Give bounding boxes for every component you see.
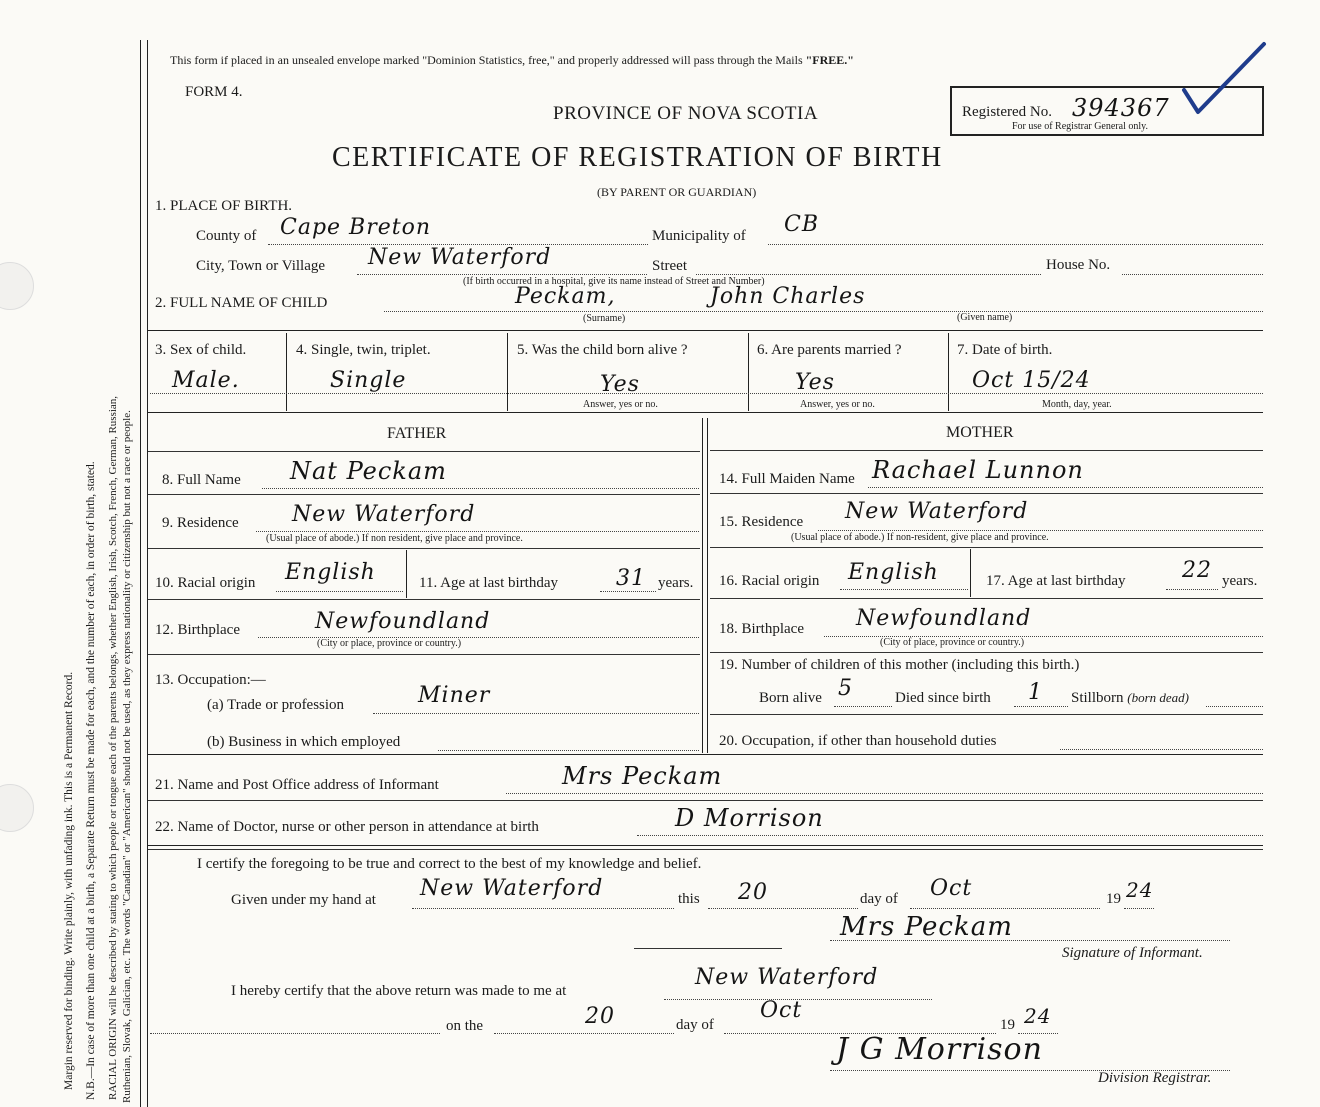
father-age-label: 11. Age at last birthday xyxy=(419,575,558,591)
father-birthplace-label: 12. Birthplace xyxy=(155,622,240,638)
child-given-value: John Charles xyxy=(710,284,866,309)
registered-day-value: 20 xyxy=(585,1004,615,1029)
father-heading: FATHER xyxy=(387,425,447,442)
house-no-label: House No. xyxy=(1046,257,1111,273)
informant-value: Mrs Peckam xyxy=(562,762,723,790)
died-since-birth-value: 1 xyxy=(1028,680,1043,705)
margin-note-nb: N.B.—In case of more than one child at a birth, a Separate Return must be made for each, and the number of each, in order of birth, stated. xyxy=(85,461,97,1100)
registrar-caption: Division Registrar. xyxy=(1098,1070,1212,1086)
mother-name-label: 14. Full Maiden Name xyxy=(719,471,855,487)
county-label: County of xyxy=(196,228,257,244)
child-surname-value: Peckam, xyxy=(515,284,616,309)
informant-signature: Mrs Peckam xyxy=(840,912,1013,942)
father-residence-caption: (Usual place of abode.) If non resident, give place and province. xyxy=(266,533,523,544)
given-day-value: 20 xyxy=(738,880,768,905)
mother-children-label: 19. Number of children of this mother (including this birth.) xyxy=(719,657,1080,673)
father-occupation-label: 13. Occupation:— xyxy=(155,672,266,688)
stillborn-label: Stillborn (born dead) xyxy=(1071,690,1190,706)
margin-note-binding: Margin reserved for binding. Write plainly, with unfading ink. This is a Permanent Record. xyxy=(63,671,75,1090)
mother-residence-label: 15. Residence xyxy=(719,514,804,530)
left-border xyxy=(140,40,141,1107)
year-prefix: 19 xyxy=(1106,891,1121,907)
father-racial-label: 10. Racial origin xyxy=(155,575,256,591)
registered-month-value: Oct xyxy=(760,998,803,1023)
mother-residence-caption: (Usual place of abode.) If non-resident, give place and province. xyxy=(791,532,1049,543)
parents-married-caption: Answer, yes or no. xyxy=(800,399,875,410)
doctor-value: D Morrison xyxy=(675,804,824,832)
mail-notice: This form if placed in an unsealed envelope marked "Dominion Statistics, free," and properly addressed will pass through the Mails "FREE." xyxy=(170,53,854,67)
father-birthplace-value: Newfoundland xyxy=(315,609,491,634)
margin-note-racial-2: Ruthenian, Slovak, Galician, etc. The words "Canadian" or "American" should not be used, as they express nationality or citizenship but not a race or people. xyxy=(121,410,133,1103)
mother-heading: MOTHER xyxy=(946,424,1014,441)
father-business-label: (b) Business in which employed xyxy=(207,734,401,750)
single-twin-label: 4. Single, twin, triplet. xyxy=(296,342,431,358)
registered-label: Registered No. xyxy=(962,104,1052,120)
born-alive-caption: Answer, yes or no. xyxy=(583,399,658,410)
father-trade-label: (a) Trade or profession xyxy=(207,697,345,713)
father-age-value: 31 xyxy=(616,566,646,591)
mother-age-value: 22 xyxy=(1182,558,1212,583)
parents-married-answer: Yes xyxy=(795,370,835,395)
punch-hole-bottom xyxy=(0,784,34,832)
surname-caption: (Surname) xyxy=(583,313,626,324)
form-number: FORM 4. xyxy=(185,84,243,100)
mother-age-label: 17. Age at last birthday xyxy=(986,573,1126,589)
informant-signature-caption: Signature of Informant. xyxy=(1062,945,1203,961)
registrar-signature: J G Morrison xyxy=(836,1032,1043,1067)
county-value: Cape Breton xyxy=(280,215,432,240)
day-of-label: day of xyxy=(860,891,898,907)
given-under-hand-label: Given under my hand at xyxy=(231,892,376,908)
registered-year-value: 24 xyxy=(1024,1004,1052,1028)
year-prefix-2: 19 xyxy=(1000,1017,1015,1033)
province-heading: PROVINCE OF NOVA SCOTIA xyxy=(553,103,819,124)
certificate-subtitle: (BY PARENT OR GUARDIAN) xyxy=(597,185,757,199)
father-name-label: 8. Full Name xyxy=(162,472,241,488)
doctor-label: 22. Name of Doctor, nurse or other person in attendance at birth xyxy=(155,819,539,835)
mother-birthplace-caption: (City of place, province or country.) xyxy=(880,637,1025,648)
given-caption: (Given name) xyxy=(957,312,1013,323)
hereby-place-value: New Waterford xyxy=(695,965,879,990)
born-alive-count-value: 5 xyxy=(838,676,853,701)
father-residence-label: 9. Residence xyxy=(162,515,239,531)
date-of-birth-label: 7. Date of birth. xyxy=(957,342,1053,358)
date-of-birth-value: Oct 15/24 xyxy=(972,368,1091,393)
died-since-birth-label: Died since birth xyxy=(895,690,991,706)
father-residence-value: New Waterford xyxy=(292,502,476,527)
given-place-value: New Waterford xyxy=(420,876,604,901)
mother-racial-value: English xyxy=(848,560,939,585)
hospital-note: (If birth occurred in a hospital, give its name instead of Street and Number) xyxy=(463,276,765,287)
mother-age-unit: years. xyxy=(1222,573,1258,589)
this-label: this xyxy=(678,891,700,907)
certificate-title: CERTIFICATE OF REGISTRATION OF BIRTH xyxy=(332,142,943,173)
mother-racial-label: 16. Racial origin xyxy=(719,573,820,589)
born-alive-question-label: 5. Was the child born alive ? xyxy=(517,342,688,358)
father-racial-value: English xyxy=(285,560,376,585)
day-of-label-2: day of xyxy=(676,1017,714,1033)
municipality-label: Municipality of xyxy=(652,228,746,244)
registered-value: 394367 xyxy=(1072,94,1170,122)
registrar-note: For use of Registrar General only. xyxy=(1012,121,1148,132)
informant-label: 21. Name and Post Office address of Informant xyxy=(155,777,439,793)
mother-residence-value: New Waterford xyxy=(845,499,1029,524)
father-name-value: Nat Peckam xyxy=(290,457,447,485)
mother-occupation-label: 20. Occupation, if other than household duties xyxy=(719,733,997,749)
father-trade-value: Miner xyxy=(418,683,491,708)
single-twin-value: Single xyxy=(330,368,407,393)
given-month-value: Oct xyxy=(930,876,973,901)
street-label: Street xyxy=(652,258,687,274)
punch-hole-top xyxy=(0,262,34,310)
mother-name-value: Rachael Lunnon xyxy=(872,456,1084,484)
date-of-birth-caption: Month, day, year. xyxy=(1042,399,1112,410)
born-alive-answer: Yes xyxy=(600,372,640,397)
certify-statement: I certify the foregoing to be true and correct to the best of my knowledge and belief. xyxy=(197,856,702,872)
city-value: New Waterford xyxy=(368,245,552,270)
sex-label: 3. Sex of child. xyxy=(155,342,247,358)
place-of-birth-label: 1. PLACE OF BIRTH. xyxy=(155,198,293,214)
sex-value: Male. xyxy=(172,368,240,393)
given-year-value: 24 xyxy=(1126,878,1154,902)
free-word: "FREE." xyxy=(805,53,854,67)
municipality-value: CB xyxy=(784,212,819,237)
mother-birthplace-label: 18. Birthplace xyxy=(719,621,804,637)
on-the-label: on the xyxy=(446,1018,484,1034)
hereby-certify-label: I hereby certify that the above return was made to me at xyxy=(231,983,567,999)
city-label: City, Town or Village xyxy=(196,258,326,274)
mother-birthplace-value: Newfoundland xyxy=(856,606,1032,631)
parents-married-label: 6. Are parents married ? xyxy=(757,342,902,358)
checkmark-icon xyxy=(1180,38,1270,118)
father-birthplace-caption: (City or place, province or country.) xyxy=(317,638,462,649)
father-age-unit: years. xyxy=(658,575,694,591)
child-name-label: 2. FULL NAME OF CHILD xyxy=(155,295,328,311)
born-alive-count-label: Born alive xyxy=(759,690,822,706)
margin-note-racial-1: RACIAL ORIGIN will be described by stating to which people or tongue each of the parents belongs, whether English, Irish, Scotch, French, German, Russian, xyxy=(107,395,119,1100)
